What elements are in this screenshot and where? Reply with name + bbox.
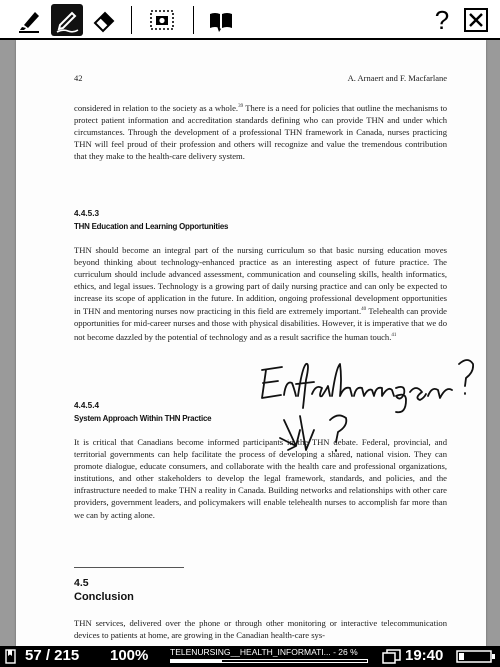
top-toolbar <box>0 0 500 40</box>
reading-progress-bar[interactable] <box>170 659 368 663</box>
page-number: 42 <box>74 73 83 83</box>
toolbar-separator <box>131 6 132 34</box>
section-title: System Approach Within THN Practice <box>74 414 212 423</box>
status-bar <box>0 646 500 667</box>
paragraph-2: THN should become an integral part of the nursing curriculum so that basic nursing education moves beyond thinking about technology-enhanced practice as an interesting aspect of future practice. The curriculum should include advanced assessment, communication and counseling skills, health informatics, ethics, and legal issues. Technology is a growing part of daily nursing practice and can only be expected to increase its scope of application in the future. In addition, ongoing professional development opportunities in THN and mentoring nurses now practicing in this field are extremely important.$^{40}$ Telehealth can provide opportunities for mid-career nurses and those with physical disabilities. However, it is imperative that we do not become dazzled by the potential of technology and as a result sacrifice the human touch.$^{41}$ <box>74 245 447 342</box>
section-number: 4.4.5.4 <box>74 401 100 410</box>
document-viewer[interactable] <box>0 40 500 646</box>
highlighter-icon[interactable] <box>14 4 46 36</box>
toolbar-separator <box>193 6 194 34</box>
page-indicator[interactable]: 57 / 215 <box>25 647 80 664</box>
battery-icon <box>456 650 496 663</box>
paragraph-4: THN services, delivered over the phone or through other monitoring or interactive telecommunication devices to patients at home, are growing in the Canadian health-care sys- <box>74 618 447 641</box>
chapter-number: 4.5 <box>74 577 89 589</box>
help-icon[interactable]: ? <box>434 4 450 35</box>
document-page[interactable] <box>16 40 486 646</box>
chapter-title: Conclusion <box>74 591 134 603</box>
zoom-level[interactable]: 100% <box>110 647 149 664</box>
close-icon[interactable] <box>460 4 492 36</box>
paragraph-1: considered in relation to the society as a whole.$^{39}$ There is a need for policies that outline the mechanisms to protect patient information and accreditation standards defining who can provide THN and under which circumstances. Through the development of a professional THN framework in Canada, nurses practicing THN will feel proud of their profession and others will recognize and value the tremendous contribution that they make to the health-care delivery system. <box>74 102 448 162</box>
bookmark-icon[interactable] <box>5 649 16 664</box>
clock: 19:40 <box>405 647 444 664</box>
screenshot-icon[interactable] <box>146 4 178 36</box>
section-rule <box>74 567 184 568</box>
open-book-icon[interactable] <box>205 4 237 36</box>
section-number: 4.4.5.3 <box>74 209 100 218</box>
document-title: TELENURSING__HEALTH_INFORMATI... - 26 % <box>170 647 358 657</box>
running-head: A. Arnaert and F. Macfarlane <box>347 73 447 83</box>
section-title: THN Education and Learning Opportunities <box>74 222 229 231</box>
eraser-icon[interactable] <box>88 4 120 36</box>
multitask-icon[interactable] <box>382 649 402 664</box>
handwritten-annotation[interactable] <box>256 350 486 465</box>
paragraph-3: It is critical that Canadians become informed participants in the THN debate. Federal, provincial, and territorial governments can help facilitate the process of developing a shared, national vision. They can promote dialogue, educate consumers, and collaborate with the health care and professional organizations, institutions, and other stakeholders to develop the legal framework, standards, and policies, and the infrastructure needed to make THN a reality in Canada. Building networks and relationships with other care providers, government leaders, and policymakers will enable telehealth nurses to accomplish far more than we can by acting alone. <box>74 437 447 520</box>
pen-icon[interactable] <box>51 4 83 36</box>
